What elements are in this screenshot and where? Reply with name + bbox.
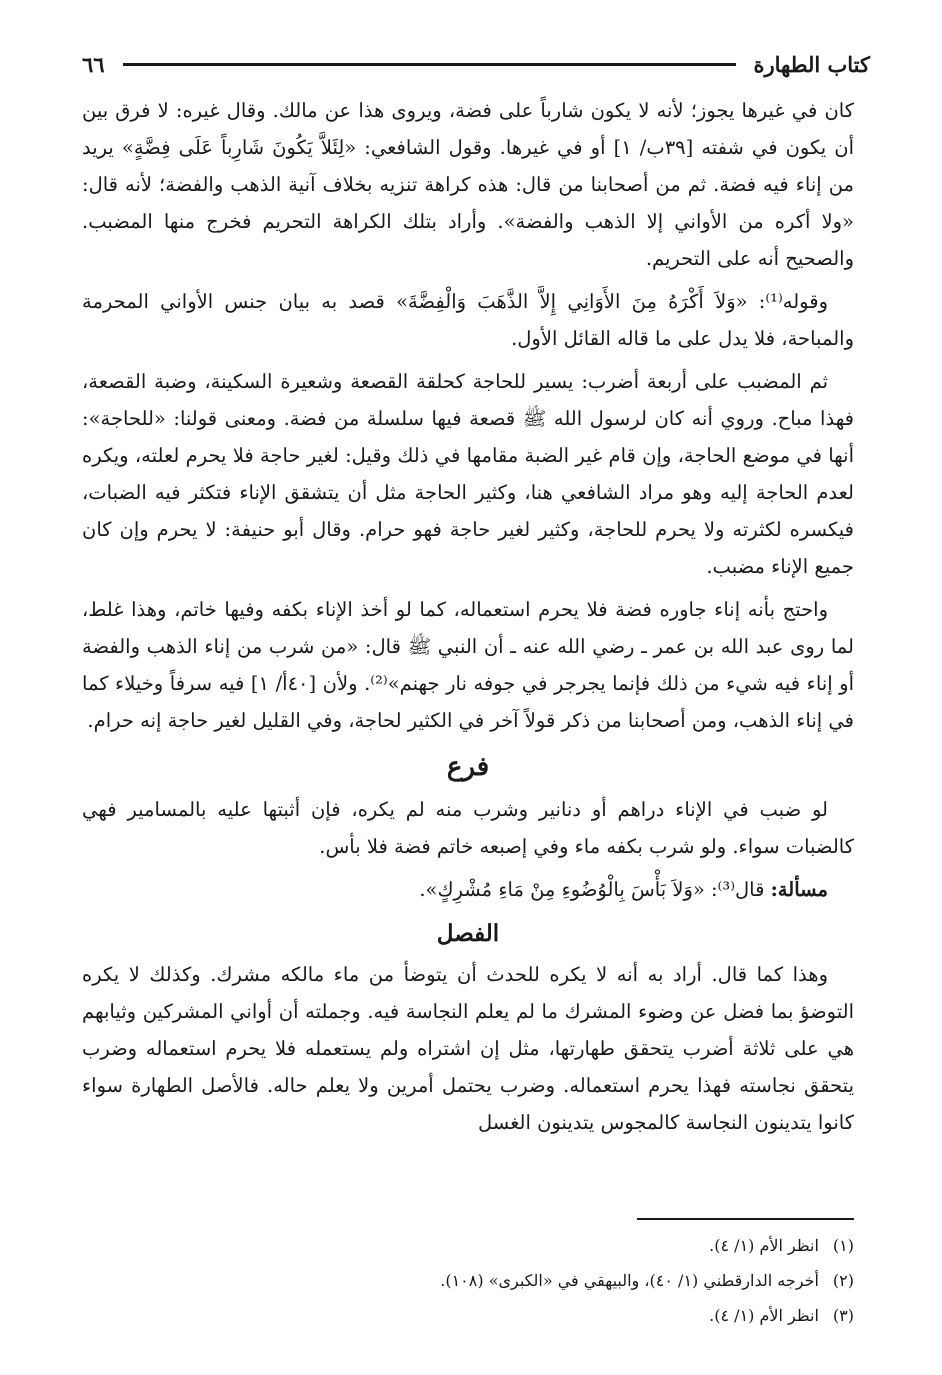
running-header (82, 44, 870, 84)
paragraph-7: وهذا كما قال. أراد به أنه لا يكره للحدث أن يتوضأ من ماء مالكه مشرك. وكذلك لا يكره التوضؤ بما فضل عن وضوء المشرك ما لم يعلم النجاسة فيه. وجملته أن أواني المشركين وثيابهم هي على ثلاثة أضرب يتحقق طهارتها، مثل إن اشتراه ولم يستعمله فلا يحرم استعماله وضرب يتحقق نجاسته فهذا يحرم استعماله. وضرب يحتمل أمرين ولا يعلم حاله. فالأصل الطهارة سواء كانوا يتدينون النجاسة كالمجوس يتدينون الغسل (82, 963, 854, 1134)
section-heading-far: فرع (446, 752, 490, 782)
footnotes (82, 1228, 854, 1333)
page-number: ٦٦ (82, 51, 105, 77)
footnote-text: انظر الأم (١/ ٤). (709, 1306, 819, 1325)
paragraph-4: واحتج بأنه إناء جاوره فضة فلا يحرم استعماله، كما لو أخذ الإناء بكفه وفيها خاتم، وهذا غلط، لما روى عبد الله بن عمر ـ رضي الله عنه ـ أن النبي ﷺ قال: «من شرب من إناء الذهب والفضة أو إناء فيه شيء من ذلك فإنما يجرجر في جوفه نار جهنم»⁽²⁾. ولأن [٤٠أ/ ١] فيه سرفاً وخيلاء كما في إناء الذهب، ومن أصحابنا من ذكر قولاً آخر في الكثير لحاجة، وفي القليل لغير حاجة إنه حرام. (82, 598, 854, 732)
footnote-text: انظر الأم (١/ ٤). (709, 1236, 819, 1255)
masala-label: مسألة: (770, 878, 828, 901)
footnote-number: (٢) (832, 1271, 854, 1290)
paragraph-5: لو ضبب في الإناء دراهم أو دنانير وشرب منه لم يكره، فإن أثبتها عليه بالمسامير فهي كالضبات سواء. ولو شرب بكفه ماء وفي إصبعه خاتم فضة فلا بأس. (82, 798, 854, 858)
paragraph-2: وقوله⁽¹⁾: «وَلاَ أَكْرَهُ مِنَ الأَوَانِي إِلاَّ الذَّهَبَ وَالْفِضَّةَ» قصد به بيان جنس الأواني المحرمة والمباحة، فلا يدل على ما قاله القائل الأول. (82, 290, 854, 350)
footnote-1 (82, 1228, 854, 1263)
paragraph-6 (82, 871, 854, 908)
main-text (82, 92, 854, 1147)
book-title: كتاب الطهارة (753, 51, 870, 77)
header-rule (123, 63, 736, 66)
footnote-number: (١) (832, 1236, 854, 1255)
footnote-3 (82, 1298, 854, 1333)
paragraph-1: كان في غيرها يجوز؛ لأنه لا يكون شارباً على فضة، ويروى هذا عن مالك. وقال غيره: لا فرق بين أن يكون في شفته [٣٩ب/ ١] أو في غيرها. وقول الشافعي: «لِئَلاَّ يَكُونَ شَارِباً عَلَى فِضَّةٍ» يريد من إناء فيه فضة. ثم من أصحابنا من قال: هذه كراهة تنزيه بخلاف آنية الذهب والفضة؛ لأنه قال: «ولا أكره من الأواني إلا الذهب والفضة». وأراد بتلك الكراهة التحريم فخرج منها المضبب. والصحيح أنه على التحريم. (82, 99, 854, 270)
masala-text: قال⁽³⁾: «وَلاَ بَأْسَ بِالْوُضُوءِ مِنْ مَاءِ مُشْرِكٍ». (419, 878, 771, 901)
footnote-2 (82, 1263, 854, 1298)
paragraph-3: ثم المضبب على أربعة أضرب: يسير للحاجة كحلقة القصعة وشعيرة السكينة، وضبة القصعة، فهذا مباح. وروي أنه كان لرسول الله ﷺ قصعة فيها سلسلة من فضة. ومعنى قولنا: «للحاجة»: أنها في موضع الحاجة، وإن قام غير الضبة مقامها في ذلك وقيل: لغير حاجة فلا يحرم لعلته، ويكره لعدم الحاجة إليه وهو مراد الشافعي هنا، وكثير الحاجة مثل أن يتشقق الإناء فتكثر فيه الضبات، فيكسره لكثرته ولا يحرم للحاجة، وكثير لغير حاجة فهو حرام. وقال أبو حنيفة: لا يحرم وإن كان جميع الإناء مضبب. (82, 370, 854, 578)
footnote-text: أخرجه الدارقطني (١/ ٤٠)، والبيهقي في «الكبرى» (١٠٨). (440, 1271, 819, 1290)
footnote-number: (٣) (832, 1306, 854, 1325)
footnote-rule (637, 1218, 854, 1220)
section-heading-fasl: الفصل (436, 920, 500, 947)
